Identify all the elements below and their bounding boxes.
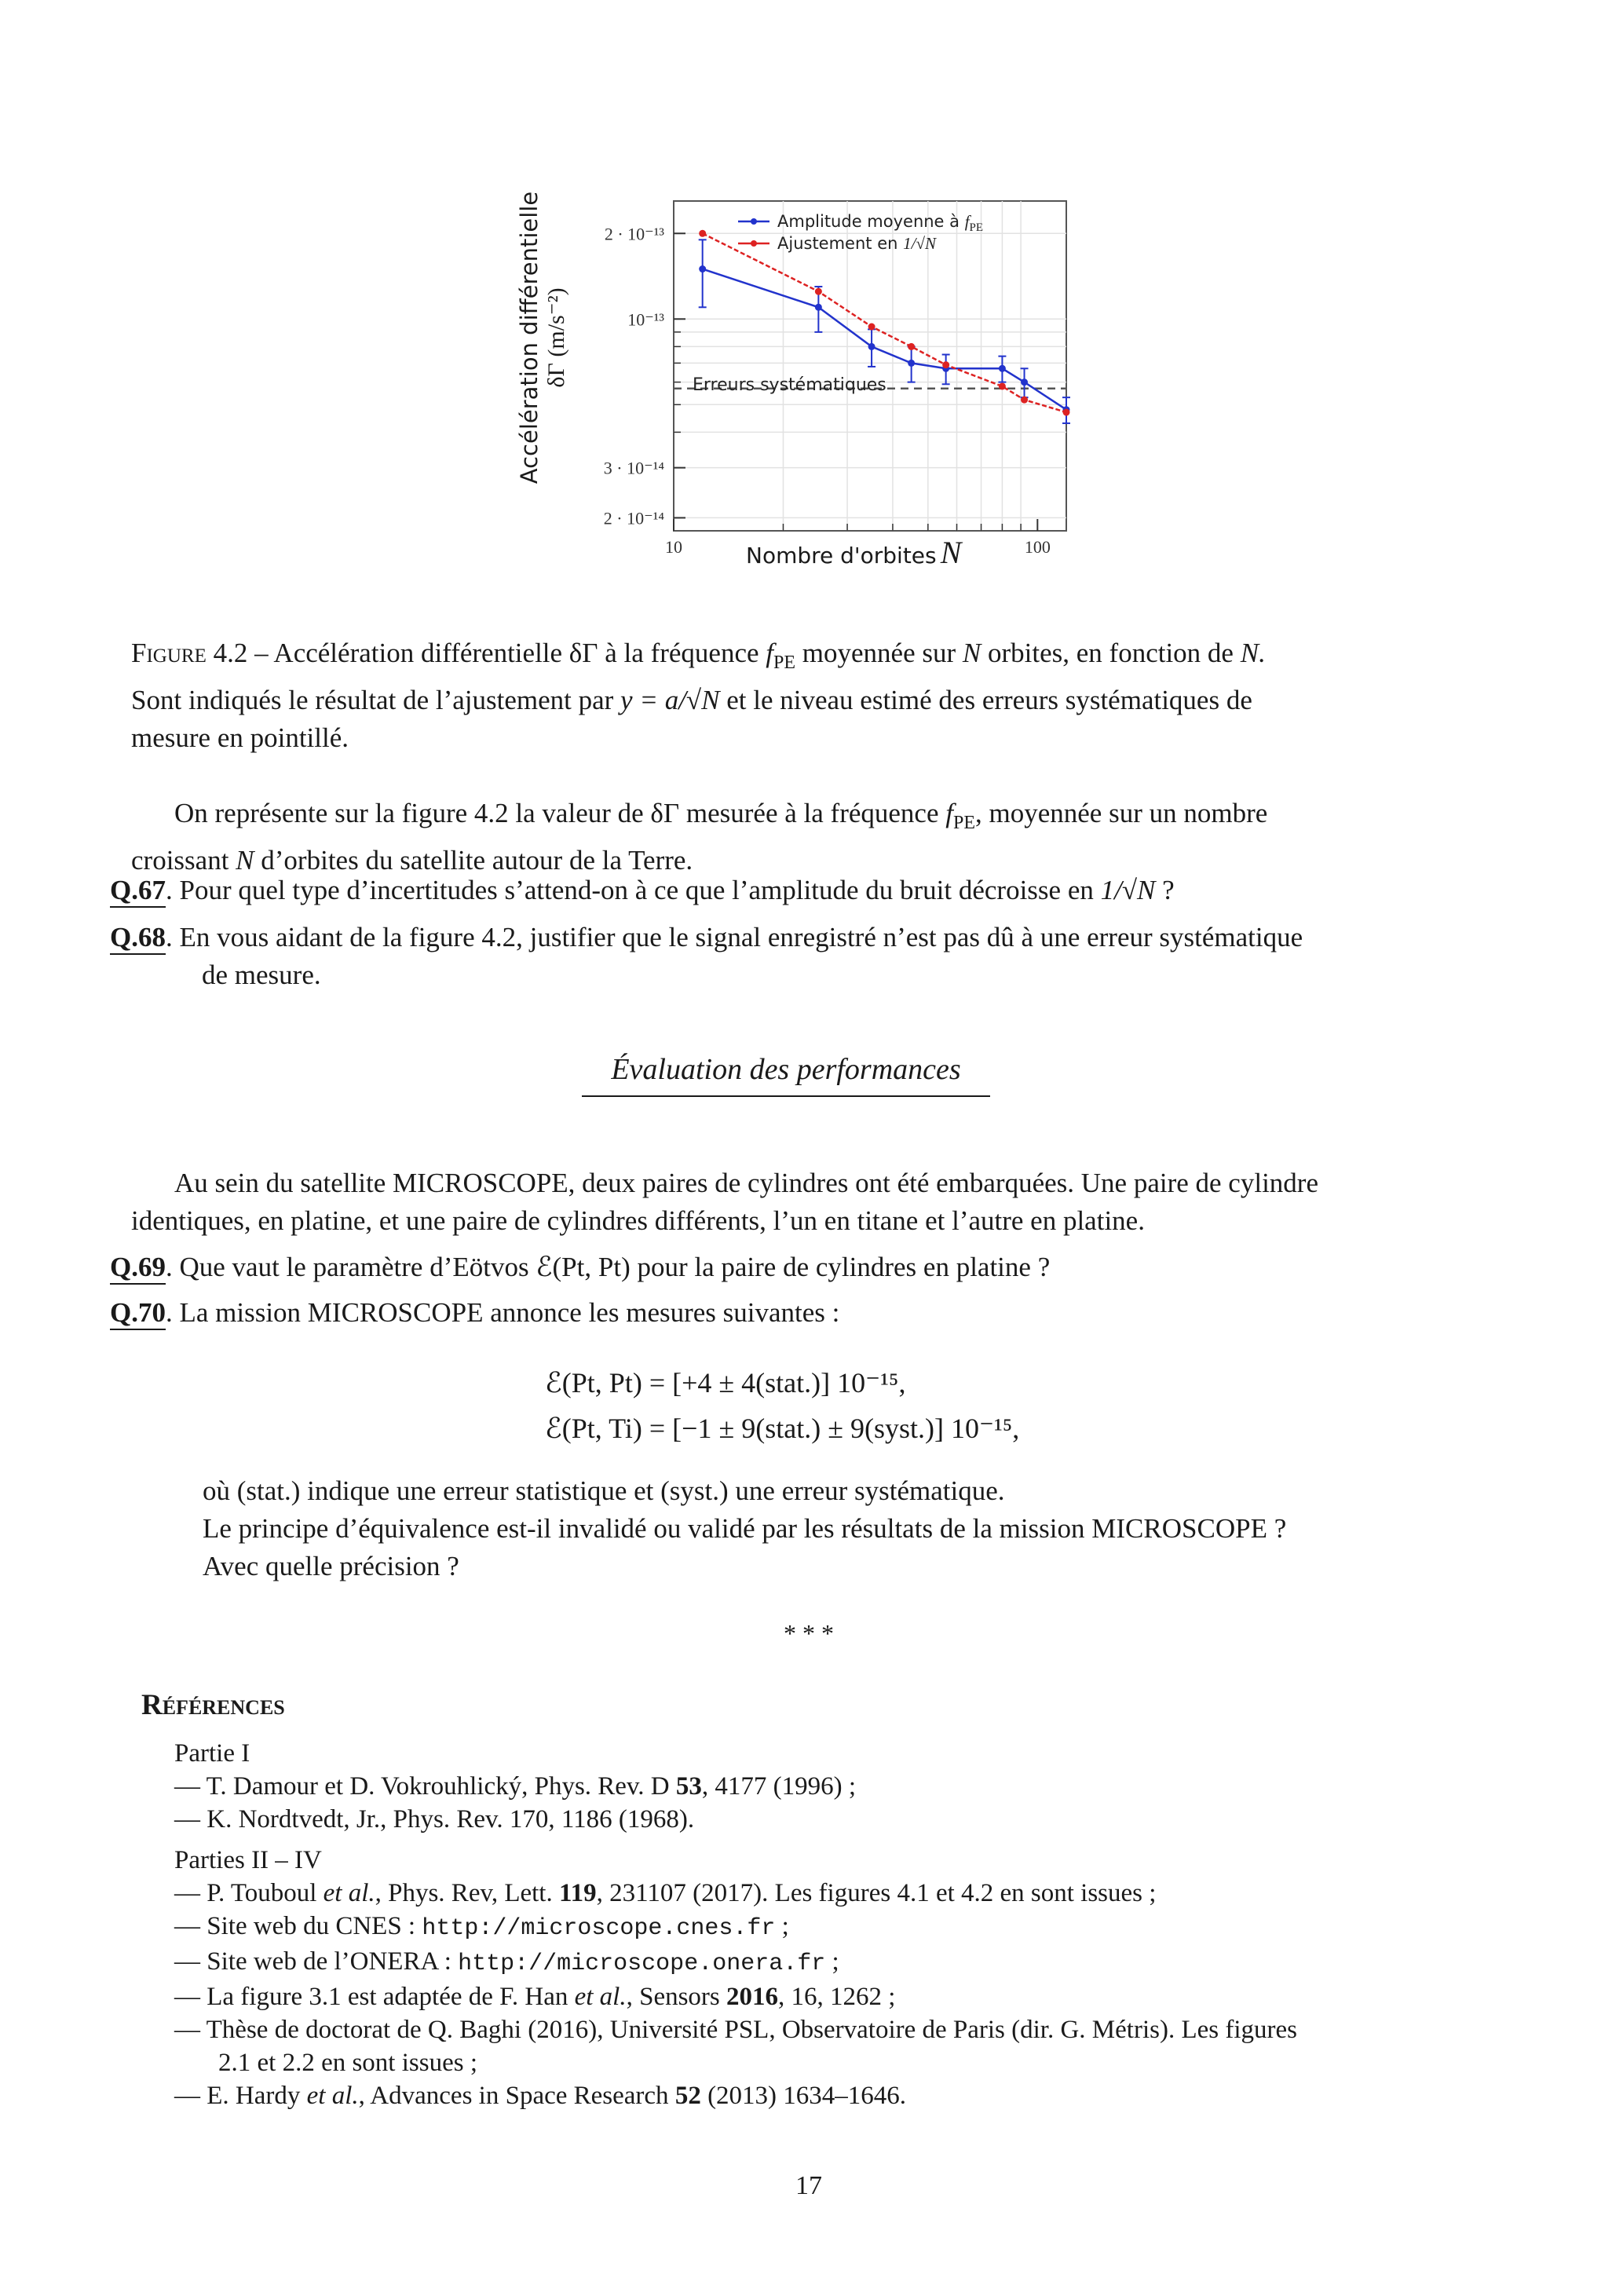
r4-bold: 2016 [726,1983,779,2011]
data-point-amplitude [999,365,1006,372]
q70-after-line1: où (stat.) indique une erreur statistique et (syst.) une erreur systématique. [203,1475,1005,1506]
part2-ref-6 [174,2079,1509,2112]
r1-a: — P. Touboul [174,1879,324,1907]
caption-text: – Accélération différentielle δΓ à la fréquence [247,638,766,668]
r6-c: (2013) 1634–1646. [700,2082,907,2110]
q69-text: . Que vaut le paramètre d’Eötvos ℰ(Pt, Pt) pour la paire de cylindres en platine ? [165,1252,1051,1282]
caption-text-3: orbites, en fonction de [981,638,1241,668]
figure-4-2 [516,191,1084,573]
para1-line2-b: d’orbites du satellite autour de la Terre. [254,845,693,876]
para1-text-b: , moyennée sur un nombre [975,798,1268,828]
legend-label: Ajustement en 1/√N [777,234,936,253]
legend-marker [751,218,757,225]
caption-N2: N. [1240,638,1266,668]
part2-ref-2 [174,1910,1509,1945]
caption-text-2: moyennée sur [795,638,963,668]
r5-line2: 2.1 et 2.2 en sont issues ; [218,2049,477,2077]
x-tick-label: 100 [1024,537,1051,557]
q67-end: ? [1155,875,1175,905]
legend-marker [751,240,757,247]
r3-c: ; [825,1947,839,1976]
r6-a: — E. Hardy [174,2082,307,2110]
data-point-fit [1021,397,1028,404]
part2-ref-5 [174,2013,1509,2079]
q67-label: Q.67 [110,875,166,908]
para1-f: f [945,798,953,828]
paragraph-2-line2: identiques, en platine, et une paire de cylindres différents, l’un en titane et l’autre en platine. [131,1205,1145,1236]
part2-title: Parties II – IV [174,1846,322,1874]
r4-c: , 16, 1262 ; [778,1983,896,2011]
para1-text-a: On représente sur la figure 4.2 la valeur de δΓ mesurée à la fréquence [174,798,946,828]
q68-line2: de mesure. [202,960,321,990]
y-axis-label-line2: δΓ (m/s⁻²) [543,287,569,388]
part1-title: Partie I [174,1739,250,1768]
references-title: Références [141,1689,285,1721]
figure-caption [131,634,1497,757]
caption-line2 [131,682,1497,719]
part1-ref-2: — K. Nordtvedt, Jr., Phys. Rev. 170, 1186 (1968). [174,1805,695,1834]
paragraph-2-line1: Au sein du satellite MICROSCOPE, deux paires de cylindres ont été embarquées. Une paire de cylindre [174,1168,1318,1198]
part1-ref-1-b: 53 [675,1772,702,1801]
part1-ref-1-a: — T. Damour et D. Vokrouhlický, Phys. Rev. D [174,1772,676,1801]
q70-after-line2: Le principe d’équivalence est-il invalidé ou validé par les résultats de la mission MICROSCOPE ? [203,1513,1287,1544]
question-67 [110,872,1175,909]
section-title-rule [582,1095,990,1097]
q70-after [203,1472,1286,1585]
data-point-fit [815,288,822,295]
x-axis-label-text: Nombre d'orbites [746,543,937,569]
r1-c: , 231107 (2017). Les figures 4.1 et 4.2 en sont issues ; [596,1879,1157,1907]
caption-f-sub: PE [773,653,796,673]
question-70 [110,1294,839,1332]
y-tick-label: 10⁻¹³ [627,309,664,330]
r1-it: et al. [323,1879,375,1907]
y-axis-label-line1: Accélération différentielle [516,191,543,484]
data-point-amplitude [908,360,915,367]
q70-text: . La mission MICROSCOPE annonce les mesures suivantes : [165,1297,840,1328]
paragraph-2 [131,1164,1497,1240]
caption-line2-start: Sont indiqués le résultat de l’ajustement par [131,685,621,715]
cnes-link[interactable]: http://microscope.cnes.fr [422,1915,776,1942]
y-tick-label: 2 · 10⁻¹⁴ [603,508,664,528]
data-point-amplitude [1021,378,1028,386]
q70-after-line3: Avec quelle précision ? [203,1551,459,1581]
caption-line3: mesure en pointillé. [131,722,349,753]
para1-f-sub: PE [952,813,975,833]
data-point-fit [1063,409,1070,416]
data-point-fit [942,361,949,368]
legend-label: Amplitude moyenne à $f_{PE}$ [777,212,984,234]
q68-label: Q.68 [110,922,166,955]
data-point-amplitude [699,265,706,272]
references-list [174,1737,1509,2112]
x-axis-label-var: N [940,535,962,570]
systematic-errors-annotation: Erreurs systématiques [693,375,886,395]
r2-a: — Site web du CNES : [174,1912,422,1940]
equation-1: ℰ(Pt, Pt) = [+4 ± 4(stat.)] 10⁻¹⁵, [545,1367,906,1398]
caption-line2-end: et le niveau estimé des erreurs systématiques de [719,685,1252,715]
r6-it: et al. [306,2082,359,2110]
x-axis-label [746,534,961,571]
onera-link[interactable]: http://microscope.onera.fr [458,1951,826,1977]
caption-line1 [131,634,1497,682]
r6-bold: 52 [674,2082,701,2110]
caption-N: N [962,638,981,668]
paragraph-1 [131,795,1497,879]
data-point-fit [868,324,875,331]
equation-2: ℰ(Pt, Ti) = [−1 ± 9(stat.) ± 9(syst.)] 10⁻¹⁵, [545,1413,1020,1444]
q67-math: 1/√N [1100,875,1156,905]
part2-ref-4 [174,1980,1509,2013]
part2-ref-1 [174,1877,1509,1910]
question-69 [110,1249,1050,1286]
r2-c: ; [775,1912,789,1940]
data-point-fit [908,343,915,350]
y-tick-label: 3 · 10⁻¹⁴ [603,458,664,478]
x-tick-label: 10 [665,537,682,557]
section-title-text: Évaluation des performances [611,1053,961,1086]
r6-b: , Advances in Space Research [358,2082,675,2110]
q69-label: Q.69 [110,1252,166,1285]
para1-N: N [236,845,254,876]
question-68 [110,919,1303,994]
r1-b: , Phys. Rev, Lett. [375,1879,559,1907]
caption-f: f [766,638,774,668]
q67-text: . Pour quel type d’incertitudes s’attend-on à ce que l’amplitude du bruit décroisse en [165,875,1101,905]
r4-b: , Sensors [626,1983,727,2011]
r5-line1: — Thèse de doctorat de Q. Baghi (2016), Université PSL, Observatoire de Paris (dir. G. Métris). Les figures [174,2016,1297,2044]
r1-bold: 119 [558,1879,597,1907]
part1-ref-1 [174,1770,1509,1803]
part1-ref-1-c: , 4177 (1996) ; [701,1772,857,1801]
section-title [562,1050,1010,1097]
q70-label: Q.70 [110,1297,166,1330]
data-point-fit [999,382,1006,389]
r4-it: et al. [574,1983,627,2011]
data-point-amplitude [868,343,875,350]
caption-label: Figure 4.2 [131,638,248,668]
caption-math: y = a/√N [620,685,720,715]
part2-ref-3 [174,1945,1509,1980]
separator-stars: * * * [784,1619,834,1647]
q68-line1: . En vous aidant de la figure 4.2, justifier que le signal enregistré n’est pas dû à une erreur systématique [165,922,1303,952]
data-point-fit [699,230,706,237]
r3-a: — Site web de l’ONERA : [174,1947,459,1976]
para1-line2-a: croissant [131,845,236,876]
page-number: 17 [795,2171,822,2200]
data-point-amplitude [815,304,822,311]
paragraph-1-line1 [131,795,1497,842]
r4-a: — La figure 3.1 est adaptée de F. Han [174,1983,575,2011]
y-tick-label: 2 · 10⁻¹³ [604,224,664,244]
